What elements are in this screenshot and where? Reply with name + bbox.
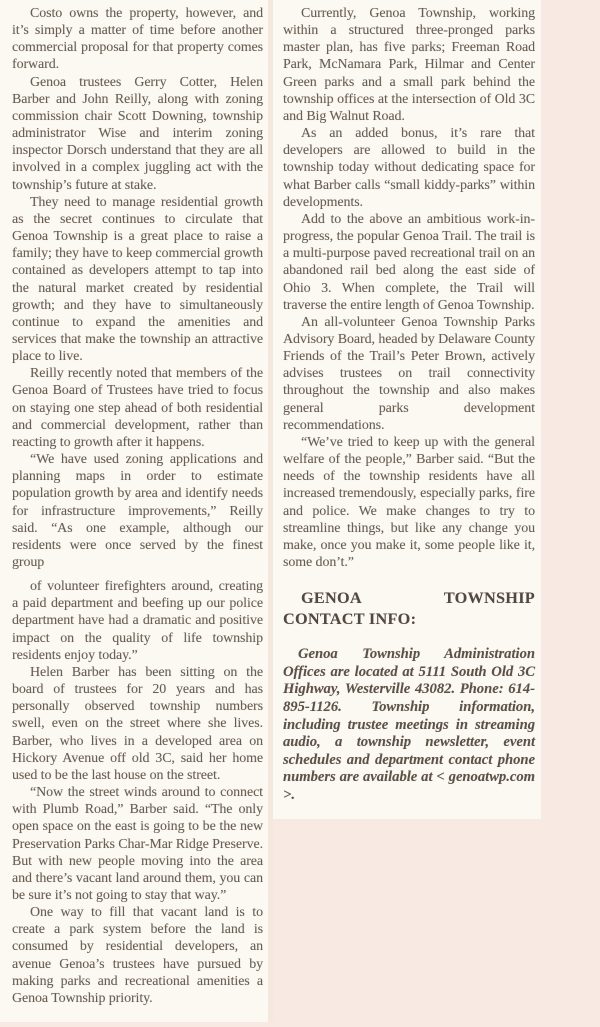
paragraph-five-parks-master-plan: Currently, Genoa Township, working within a structured three-pronged parks master plan, has five parks; Freeman Road Park, McNamara Park, Hilmar and Center Green parks and a small park behind the township offices at the intersection of Old 3C and Big Walnut Road. bbox=[283, 6, 535, 124]
paragraph-volunteer-firefighters: of volunteer firefighters around, creating a paid department and beefing up our police department have had a dramatic and positive impact on the quality of life township residents enjoy today.” bbox=[12, 579, 263, 663]
paragraph-trustees-juggling-act: Genoa trustees Gerry Cotter, Helen Barber and John Reilly, along with zoning commission chair Scott Downing, township administrator Wise and interim zoning inspector Dorsch understand that they are all involved in a complex juggling act with the township’s future at stake. bbox=[12, 74, 263, 193]
paragraph-parks-advisory-board: An all-volunteer Genoa Township Parks Advisory Board, headed by Delaware County Friends of the Trail’s Peter Brown, actively advises trustees on trail connectivity throughout the township and also makes general parks development recommendations. bbox=[283, 314, 535, 433]
contact-info-text: Genoa Township Administration Offices are located at 5111 South Old 3C Highway, Westerville 43082. Phone: 614-895-1126. Township information, including trustee meetings in streaming audio, a township newsletter, event schedules and department contact phone numbers are available at < genoatwp.com >. bbox=[283, 646, 535, 803]
paragraph-reilly-one-step-ahead: Reilly recently noted that members of the Genoa Board of Trustees have tried to focus on staying one step ahead of both residential and commercial development, rather than reacting to growth after it happens. bbox=[12, 366, 263, 450]
right-column bbox=[273, 0, 541, 819]
paragraph-plumb-road-quote: “Now the street winds around to connect with Plumb Road,” Barber said. “The only open space on the east is going to be the new Preservation Parks Char-Mar Ridge Preserve. But with new people moving into the area and there’s vacant land around them, you can be sure it’s not going to stay that way.” bbox=[12, 785, 264, 903]
paragraph-general-welfare-quote: “We’ve tried to keep up with the general welfare of the people,” Barber said. “But the needs of the township residents have all increased tremendously, especially parks, fire and police. We make changes to try to streamline things, but like any change you make, once you make it, some people like it, some don’t.” bbox=[283, 434, 535, 570]
contact-info-heading: GENOA TOWNSHIP CONTACT INFO: bbox=[283, 589, 535, 628]
paragraph-helen-barber-20-years: Helen Barber has been sitting on the board of trustees for 20 years and has personally observed township numbers swell, even on the street where she lives. Barber, who lives in a developed area on Hickory Avenue off old 3C, said her home used to be the last house on the street. bbox=[12, 664, 263, 783]
paragraph-fill-vacant-land: One way to fill that vacant land is to create a park system before the land is consumed by residential developers, an avenue Genoa’s trustees have pursued by making parks and recreational amenities a Genoa Township priority. bbox=[12, 905, 263, 1006]
left-column bbox=[0, 0, 268, 1022]
paragraph-costo-property: Costo owns the property, however, and it’s simply a matter of time before another commercial proposal for that property comes forward. bbox=[12, 6, 263, 73]
paragraph-genoa-trail: Add to the above an ambitious work-in-progress, the popular Genoa Trail. The trail is a multi-purpose paved recreational trail on an abandoned rail bed along the east side of Ohio 3. When complete, the Trail will traverse the entire length of Genoa Township. bbox=[283, 211, 535, 313]
paragraph-kiddy-parks: As an added bonus, it’s rare that developers are allowed to build in the township today without dedicating space for what Barber calls “small kiddy-parks” within developments. bbox=[283, 126, 535, 210]
paragraph-manage-residential-growth: They need to manage residential growth as the secret continues to circulate that Genoa Township is a great place to raise a family; they have to keep commercial growth contained as developers attempt to tap into the natural market created by residential growth; and they have to simultaneously continue to expand the amenities and services that make the township an attractive place to live. bbox=[12, 194, 263, 365]
paragraph-zoning-applications-quote: “We have used zoning applications and planning maps in order to estimate population growth by area and identify needs for infrastructure improvements,” Reilly said. “As one example, although our residents were once served by the finest group bbox=[12, 452, 263, 570]
